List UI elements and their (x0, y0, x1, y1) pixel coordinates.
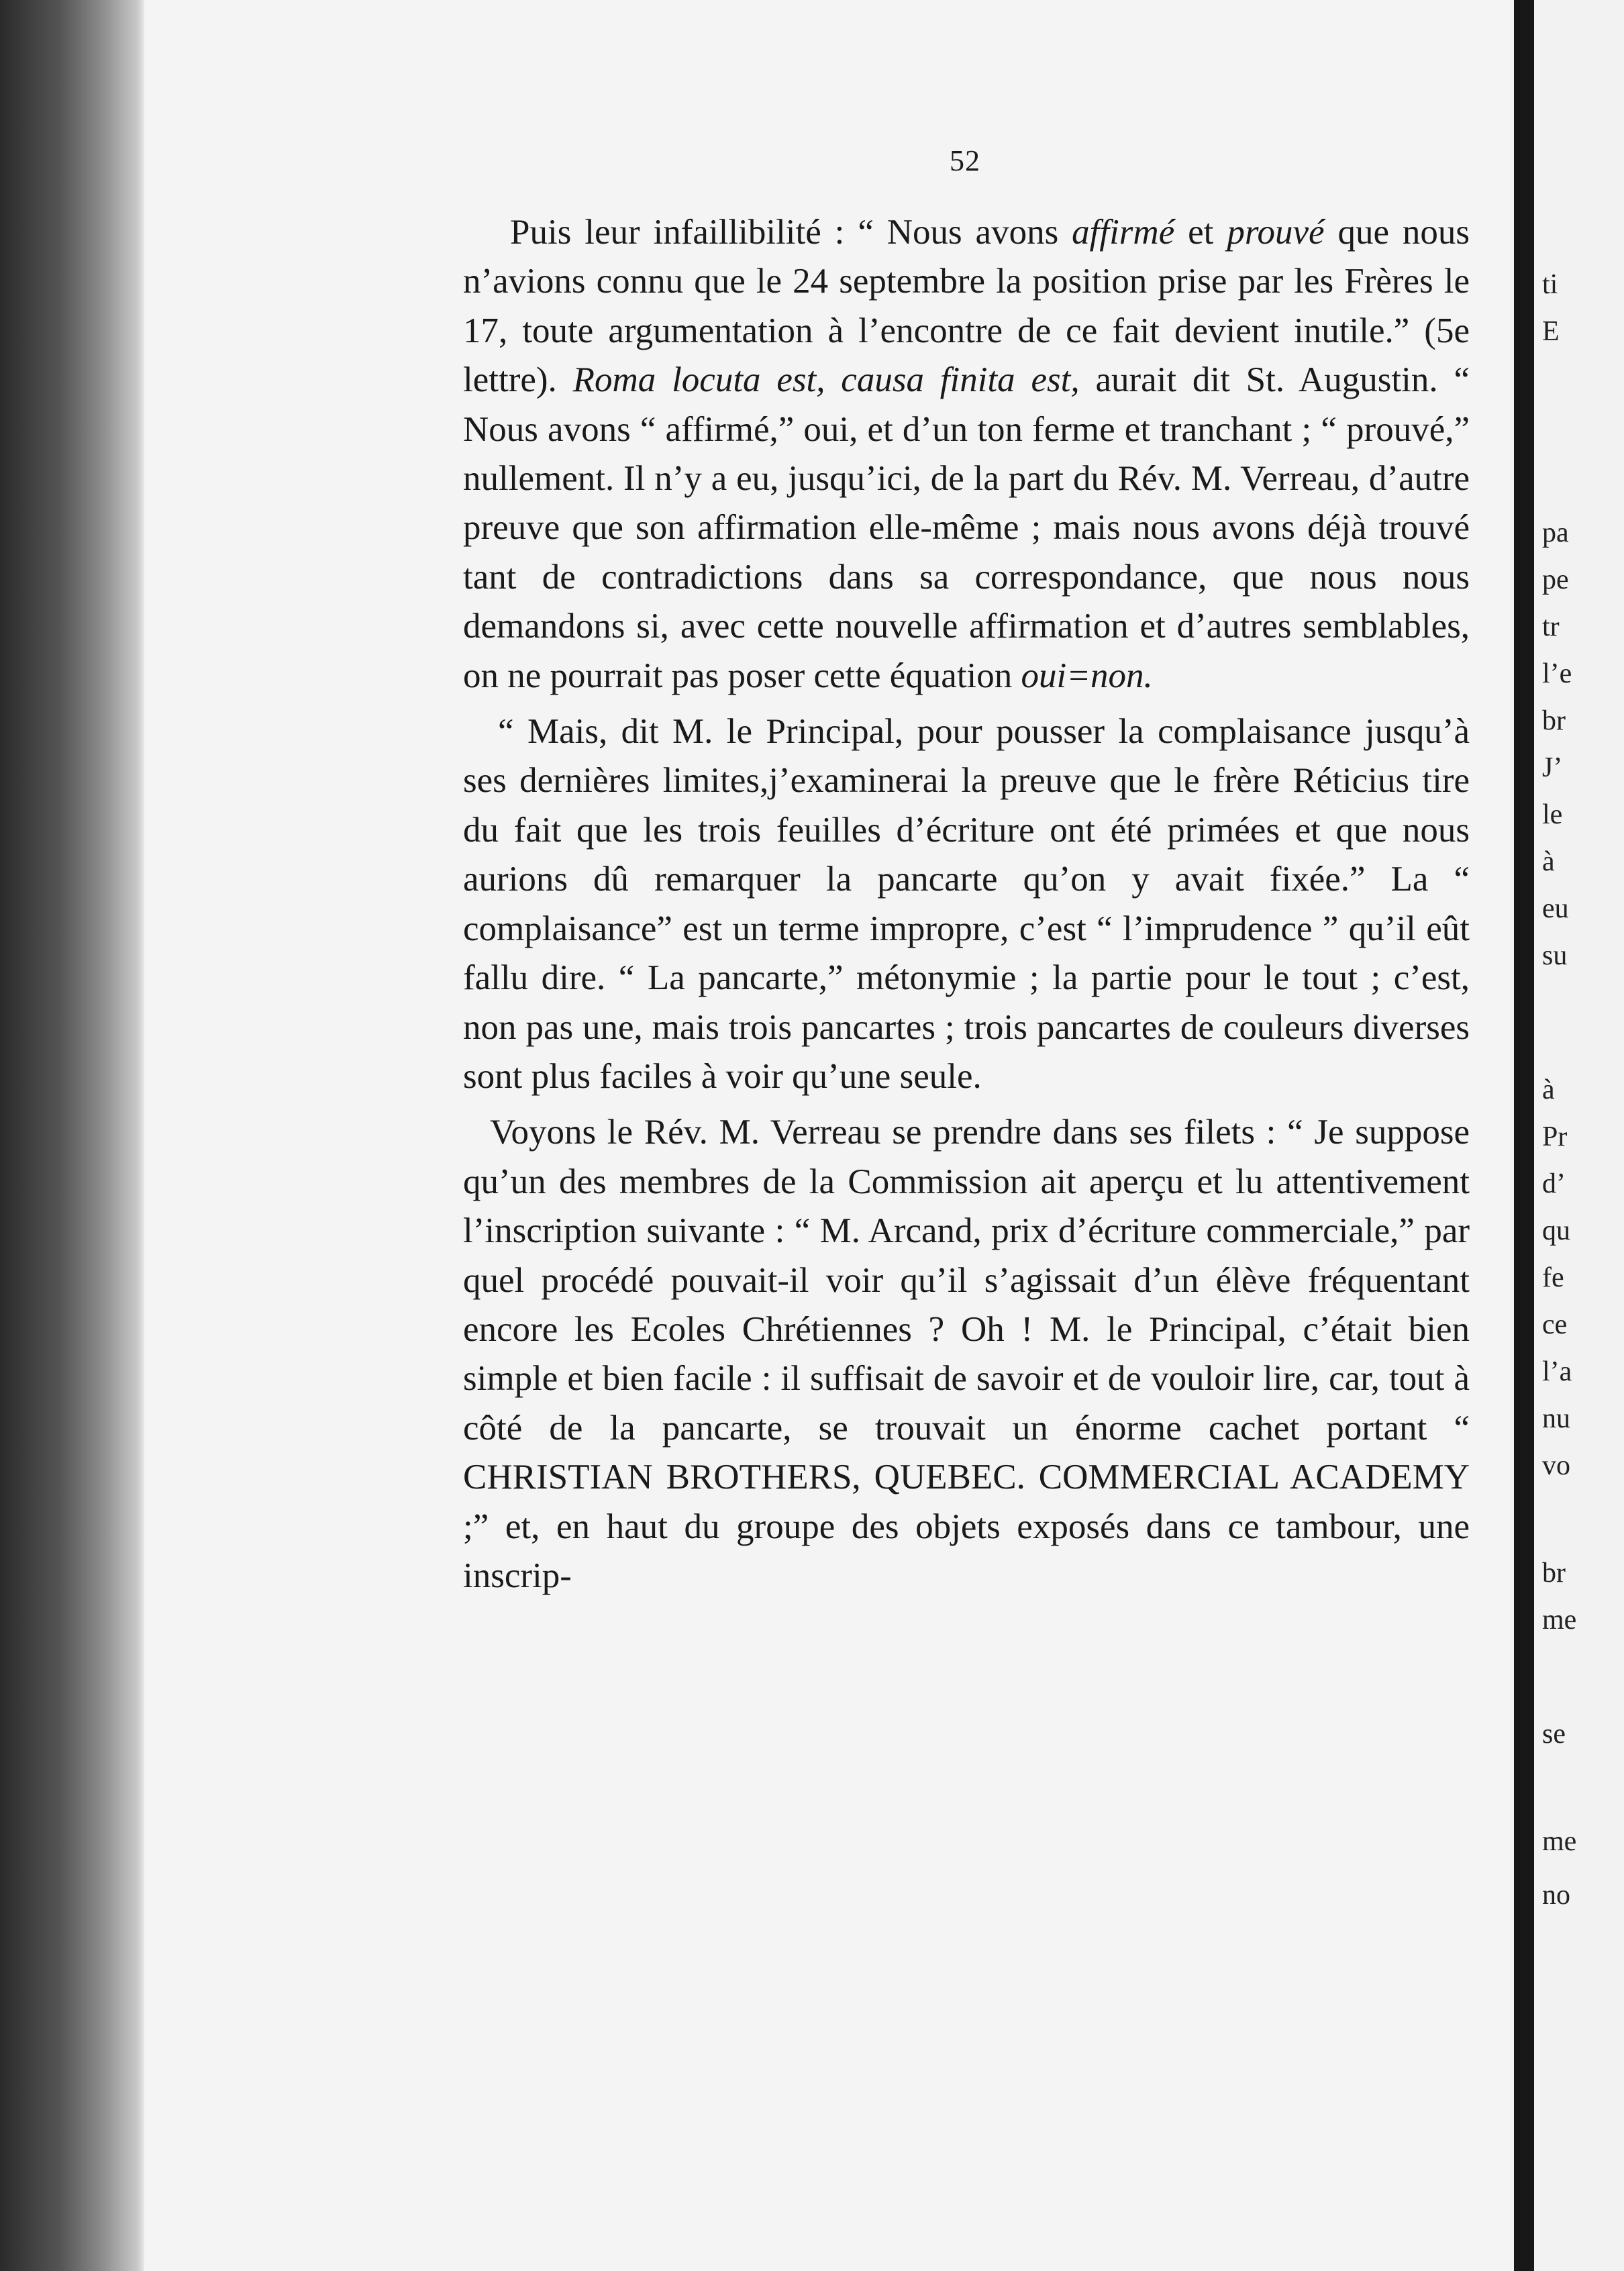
adjacent-text-fragment: tr (1542, 611, 1560, 642)
adjacent-text-fragment: pe (1542, 564, 1569, 595)
adjacent-text-fragment: à (1542, 846, 1555, 877)
text-run: “ Mais, dit M. le Principal, pour pousser la complaisance jusqu’à ses dernières limites,j’examinerai la preuve que le frère Réticius tire du fait que les trois feuilles d’écriture ont été primées et que nous aurions dû remarquer la pancarte qu’on y avait fixée.” La “ complaisance” est un terme impropre, c’est “ l’imprudence ” qu’il eût fallu dire. “ La pancarte,” métonymie ; la partie pour le tout ; c’est, non pas une, mais trois pancartes ; trois pancartes de couleurs diverses sont plus faciles à voir qu’une seule. (463, 712, 1470, 1096)
adjacent-text-fragment: qu (1542, 1215, 1570, 1246)
adjacent-page-edge (1534, 0, 1624, 2271)
adjacent-text-fragment: le (1542, 799, 1563, 830)
adjacent-text-fragment: me (1542, 1826, 1577, 1857)
text-run: que nous n’avions connu que le 24 septembre la position prise par les Frères le 17, toute argumentation à l’encontre de ce fait devient inutile.” (5e lettre). (463, 213, 1470, 400)
text-run: aurait dit St. Augustin. “ Nous avons “ affirmé,” oui, et d’un ton ferme et tranchant ; “ prouvé,” nullement. Il n’y a eu, jusqu’ici, de la part du Rév. M. Verreau, d’autre preuve que son affirmation elle-même ; mais nous avons déjà trouvé tant de contradictions dans sa correspondance, que nous nous demandons si, avec cette nouvelle affirmation et d’autres semblables, on ne pourrait pas poser cette équation (463, 360, 1470, 695)
adjacent-text-fragment: pa (1542, 517, 1569, 548)
adjacent-text-fragment: no (1542, 1880, 1570, 1911)
adjacent-text-fragment: su (1542, 940, 1568, 971)
text-run: et (1174, 213, 1227, 252)
italic-text: oui=non. (1021, 656, 1153, 695)
adjacent-text-fragment: ce (1542, 1309, 1568, 1340)
body-text (463, 208, 1470, 1601)
adjacent-text-fragment: nu (1542, 1403, 1570, 1434)
italic-text: Roma locuta est, causa finita est, (572, 360, 1080, 400)
adjacent-text-fragment: fe (1542, 1262, 1564, 1293)
adjacent-text-fragment: Pr (1542, 1121, 1568, 1152)
paragraph (463, 707, 1470, 1101)
text-run: Voyons le Rév. M. Verreau se prendre dans ses filets : “ Je suppose qu’un des membres de la Commission ait aperçu et lu attentivement l’inscription suivante : “ M. Arcand, prix d’écriture commerciale,” par quel procédé pouvait-il voir qu’il s’agissait d’un élève fréquentant encore les Ecoles Chrétiennes ? Oh ! M. le Principal, c’était bien simple et bien facile : il suffisait de savoir et de vouloir lire, car, tout à côté de la pancarte, se trouvait un énorme cachet portant “ CHRISTIAN BROTHERS, QUEBEC. COMMERCIAL ACADEMY ;” et, en haut du groupe des objets exposés dans ce tambour, une inscrip- (463, 1113, 1470, 1595)
adjacent-text-fragment: br (1542, 705, 1566, 736)
adjacent-text-fragment: se (1542, 1719, 1566, 1750)
adjacent-text-fragment: d’ (1542, 1168, 1566, 1199)
italic-text: prouvé (1227, 213, 1325, 252)
adjacent-text-fragment: br (1542, 1558, 1566, 1588)
italic-text: affirmé (1072, 213, 1175, 252)
page-gutter (1514, 0, 1534, 2271)
adjacent-text-fragment: J’ (1542, 752, 1563, 783)
adjacent-text-fragment: l’e (1542, 658, 1572, 689)
adjacent-text-fragment: l’a (1542, 1356, 1572, 1387)
adjacent-text-fragment: E (1542, 316, 1560, 347)
paragraph (463, 1108, 1470, 1601)
adjacent-text-fragment: me (1542, 1605, 1577, 1635)
adjacent-text-fragment: eu (1542, 893, 1569, 924)
paragraph (463, 208, 1470, 701)
page-number: 52 (950, 144, 980, 177)
text-run: Puis leur infaillibilité : “ Nous avons (510, 213, 1072, 252)
scan-left-edge (0, 0, 144, 2271)
adjacent-text-fragment: à (1542, 1074, 1555, 1105)
adjacent-text-fragment: ti (1542, 269, 1558, 300)
adjacent-text-fragment: vo (1542, 1450, 1570, 1481)
